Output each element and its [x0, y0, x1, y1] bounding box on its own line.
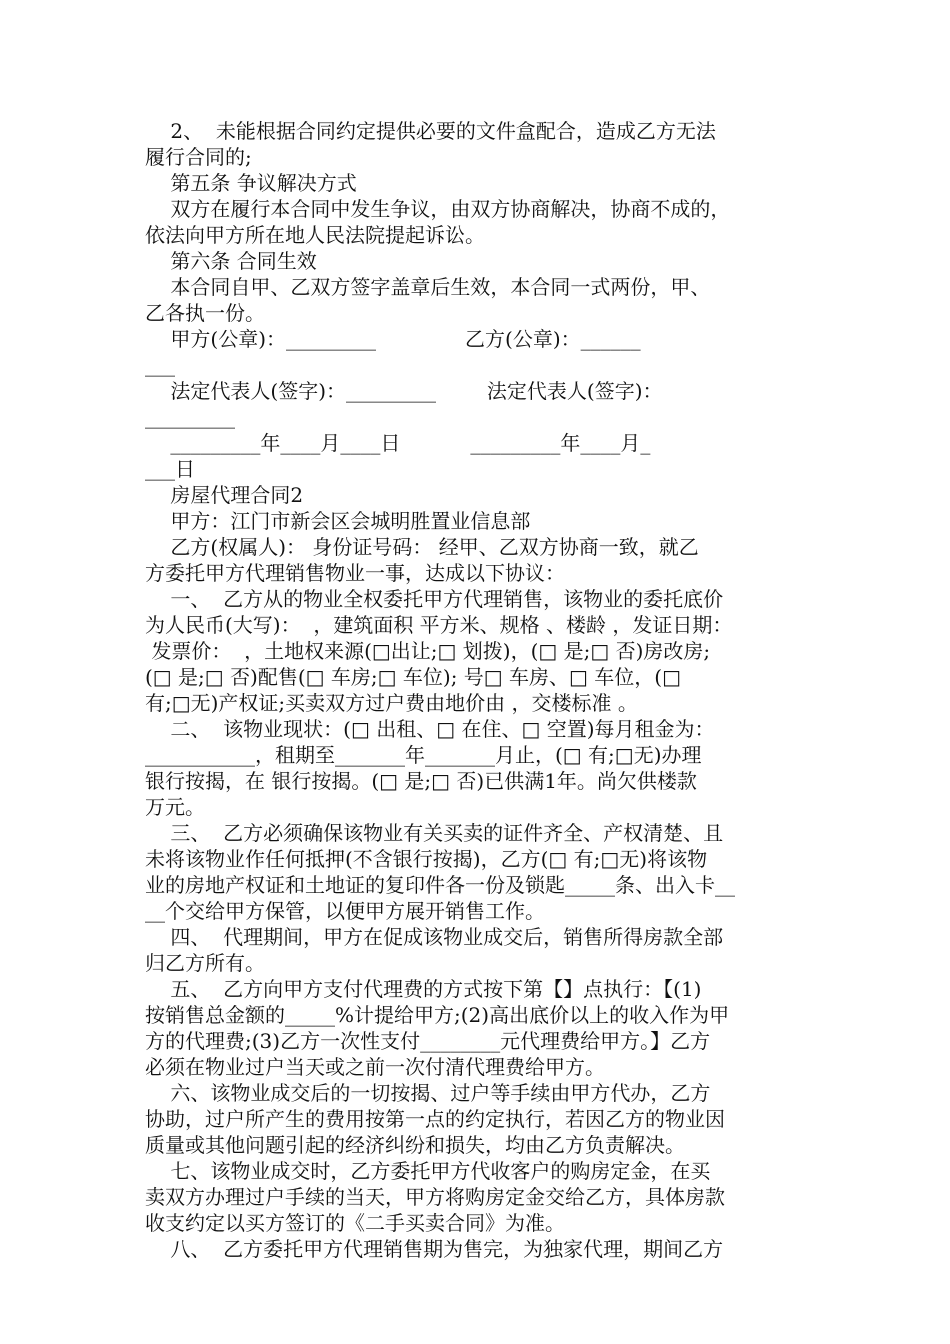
- text-line: 房屋代理合同2: [145, 483, 304, 507]
- text-line: 乙各执一份。: [145, 301, 265, 325]
- text-line: 七、该物业成交时，乙方委托甲方代收客户的购房定金，在买: [145, 1159, 711, 1183]
- text-line: 方的代理费;(3)乙方一次性支付________元代理费给甲方。】乙方: [145, 1029, 711, 1053]
- text-line: 第五条 争议解决方式: [145, 171, 357, 195]
- text-line: 质量或其他问题引起的经济纠纷和损失，均由乙方负责解决。: [145, 1133, 685, 1157]
- text-line: 依法向甲方所在地人民法院提起诉讼。: [145, 223, 485, 247]
- text-line: 银行按揭，在 银行按揭。(□ 是;□ 否)已供满1年。尚欠供楼款: [145, 769, 697, 793]
- text-line: 万元。: [145, 795, 205, 819]
- text-line: ___: [145, 353, 175, 377]
- text-line: _________: [145, 405, 235, 429]
- text-line: 四、 代理期间，甲方在促成该物业成交后，销售所得房款全部: [145, 925, 724, 949]
- text-line: 甲方(公章)：_________ 乙方(公章)：______: [145, 327, 641, 351]
- text-line: 收支约定以买方签订的《二手买卖合同》为准。: [145, 1211, 565, 1235]
- text-line: 六、该物业成交后的一切按揭、过户等手续由甲方代办，乙方: [145, 1081, 711, 1105]
- text-line: _________年____月____日 _________年____月_: [145, 431, 651, 455]
- text-line: 甲方：江门市新会区会城明胜置业信息部: [145, 509, 531, 533]
- text-line: ___________，租期至_______年_______月止，(□ 有;□无)办理: [145, 743, 702, 767]
- text-line: 为人民币(大写)： ，建筑面积 平方米、规格 、楼龄 ，发证日期：: [145, 613, 733, 637]
- text-line: 乙方(权属人)： 身份证号码： 经甲、乙双方协商一致，就乙: [145, 535, 699, 559]
- text-line: 协助，过户所产生的费用按第一点的约定执行，若因乙方的物业因: [145, 1107, 725, 1131]
- text-line: 三、 乙方必须确保该物业有关买卖的证件齐全、产权清楚、且: [145, 821, 724, 845]
- text-line: 按销售总金额的_____%计提给甲方;(2)高出底价以上的收入作为甲: [145, 1003, 730, 1027]
- document-body: [145, 118, 813, 1262]
- text-line: 法定代表人(签字)：_________ 法定代表人(签字)：: [145, 379, 663, 403]
- text-line: 必须在物业过户当天或之前一次付清代理费给甲方。: [145, 1055, 605, 1079]
- text-line: 二、 该物业现状：(□ 出租、□ 在住、□ 空置)每月租金为：: [145, 717, 715, 741]
- text-line: 方委托甲方代理销售物业一事，达成以下协议：: [145, 561, 565, 585]
- text-line: 本合同自甲、乙双方签字盖章后生效，本合同一式两份，甲、: [145, 275, 711, 299]
- text-line: __个交给甲方保管，以便甲方展开销售工作。: [145, 899, 545, 923]
- text-line: 双方在履行本合同中发生争议，由双方协商解决，协商不成的，: [145, 197, 731, 221]
- text-line: 一、 乙方从的物业全权委托甲方代理销售，该物业的委托底价: [145, 587, 724, 611]
- text-line: 履行合同的;: [145, 145, 252, 169]
- text-line: 归乙方所有。: [145, 951, 265, 975]
- text-line: 2、 未能根据合同约定提供必要的文件盒配合，造成乙方无法: [145, 119, 716, 143]
- text-line: (□ 是;□ 否)配售(□ 车房;□ 车位); 号□ 车房、□ 车位，(□: [145, 665, 682, 689]
- text-line: 第六条 合同生效: [145, 249, 317, 273]
- text-line: 五、 乙方向甲方支付代理费的方式按下第【】点执行：【(1): [145, 977, 702, 1001]
- text-line: 卖双方办理过户手续的当天，甲方将购房定金交给乙方，具体房款: [145, 1185, 725, 1209]
- text-line: 业的房地产权证和土地证的复印件各一份及锁匙_____条、出入卡__: [145, 873, 735, 897]
- text-line: ___日: [145, 457, 195, 481]
- text-line: 有;□无)产权证;买卖双方过户费由地价由 ，交楼标准 。: [145, 691, 638, 715]
- text-line: 未将该物业作任何抵押(不含银行按揭)，乙方(□ 有;□无)将该物: [145, 847, 708, 871]
- text-line: 发票价： ，土地权来源(□出让;□ 划拨)，(□ 是;□ 否)房改房;: [145, 639, 711, 663]
- text-line: 八、 乙方委托甲方代理销售期为售完，为独家代理，期间乙方: [145, 1237, 724, 1261]
